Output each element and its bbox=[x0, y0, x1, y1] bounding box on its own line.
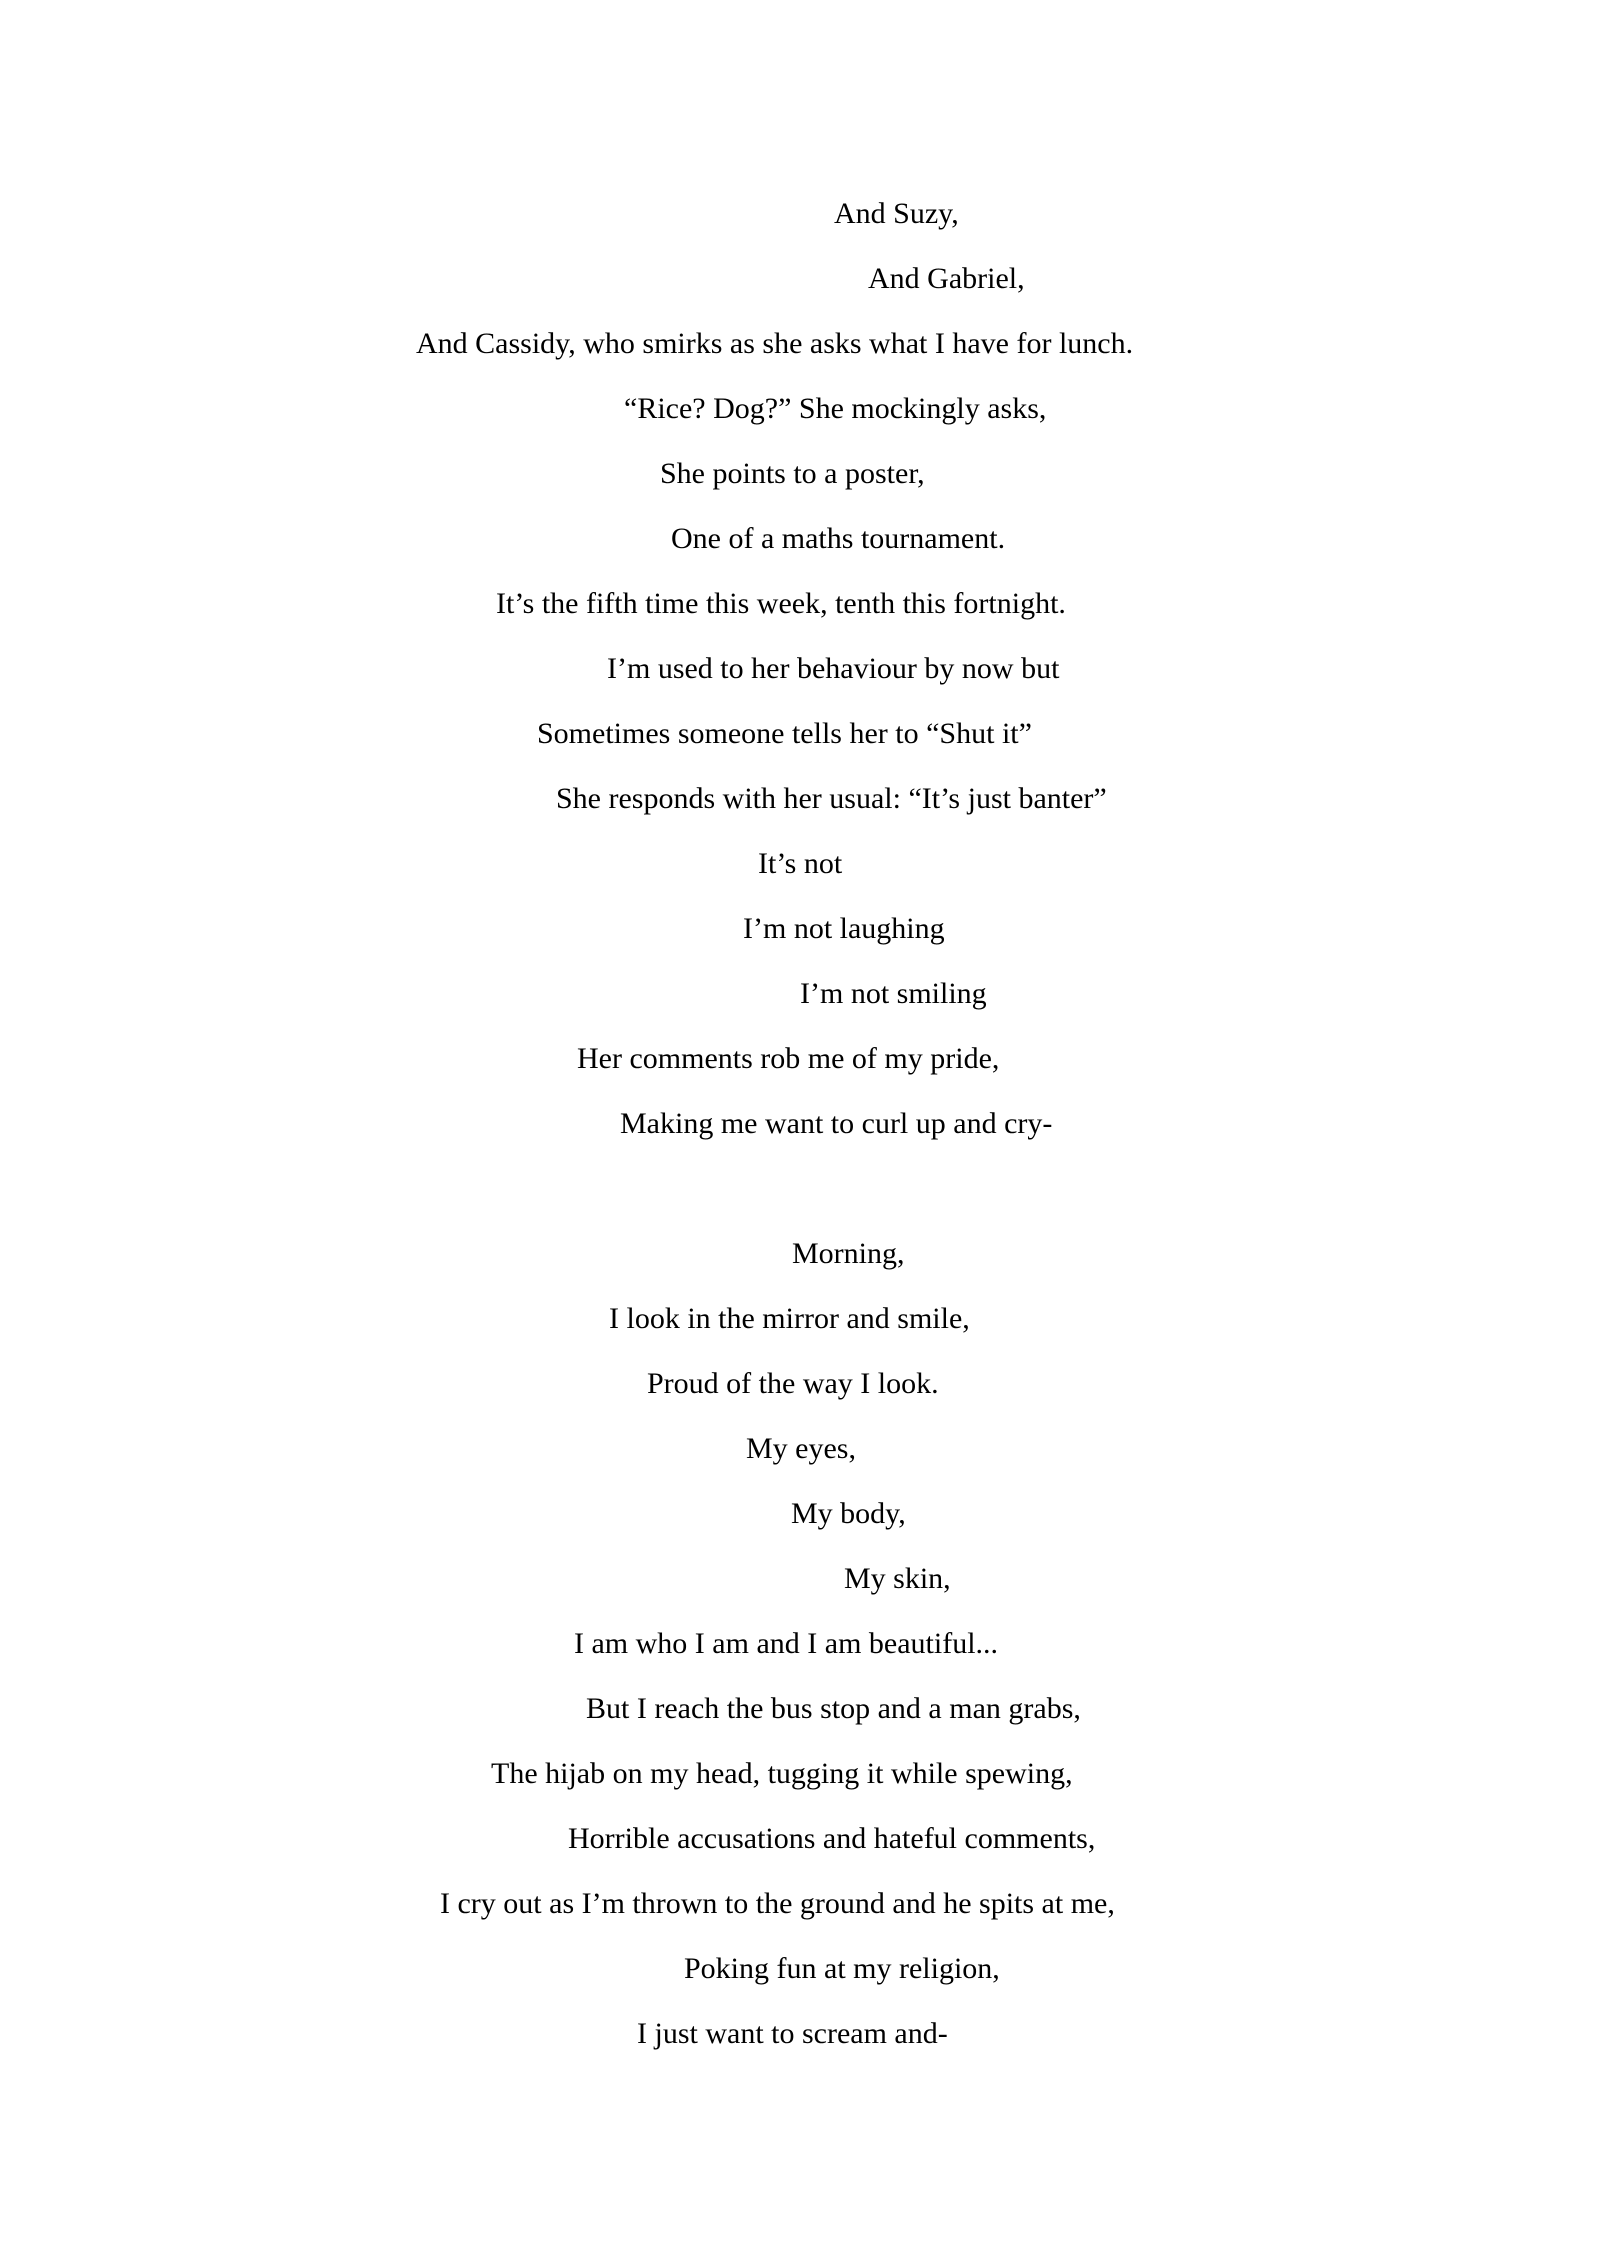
poem-line: It’s not bbox=[758, 847, 843, 880]
poem-line: I cry out as I’m thrown to the ground and he spits at me, bbox=[440, 1887, 1115, 1920]
poem-line: Sometimes someone tells her to “Shut it” bbox=[537, 717, 1032, 750]
poem-line: But I reach the bus stop and a man grabs, bbox=[586, 1692, 1081, 1725]
poem-line: I’m not laughing bbox=[743, 912, 945, 945]
poem-line: She responds with her usual: “It’s just banter” bbox=[556, 782, 1107, 815]
poem-line: It’s the fifth time this week, tenth this fortnight. bbox=[496, 587, 1066, 620]
poem-line: Poking fun at my religion, bbox=[684, 1952, 1000, 1985]
poem-line: Making me want to curl up and cry- bbox=[620, 1107, 1053, 1140]
poem-line: “Rice? Dog?” She mockingly asks, bbox=[624, 392, 1047, 425]
poem-line: One of a maths tournament. bbox=[671, 522, 1006, 555]
poem-line: And Cassidy, who smirks as she asks what I have for lunch. bbox=[416, 327, 1134, 360]
poem-line: Morning, bbox=[792, 1237, 905, 1270]
poem-line: Her comments rob me of my pride, bbox=[577, 1042, 1000, 1075]
poem-line: She points to a poster, bbox=[660, 457, 925, 490]
poem-line: And Gabriel, bbox=[868, 262, 1025, 295]
poem-line: I’m used to her behaviour by now but bbox=[607, 652, 1060, 685]
poem-line: Proud of the way I look. bbox=[647, 1367, 939, 1400]
poem-line: The hijab on my head, tugging it while spewing, bbox=[491, 1757, 1073, 1790]
poem-line: My body, bbox=[791, 1497, 906, 1530]
poem-line: Horrible accusations and hateful comments, bbox=[568, 1822, 1096, 1855]
poem-line: And Suzy, bbox=[834, 197, 959, 230]
poem-line: My skin, bbox=[844, 1562, 951, 1595]
poem-line: I am who I am and I am beautiful... bbox=[574, 1627, 999, 1660]
poem-line: I’m not smiling bbox=[800, 977, 987, 1010]
poem-line: I look in the mirror and smile, bbox=[609, 1302, 970, 1335]
poem-line: I just want to scream and- bbox=[637, 2017, 948, 2050]
poem-line: My eyes, bbox=[746, 1432, 856, 1465]
